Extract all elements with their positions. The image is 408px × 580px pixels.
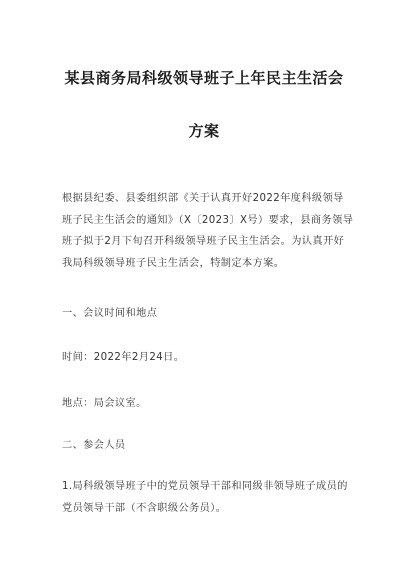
meeting-time-line: 时间：2022年2月24日。	[62, 352, 185, 363]
meeting-place-line: 地点：局会议室。	[62, 398, 147, 409]
document-title-line-2: 方案	[188, 122, 220, 140]
participants-item-1: 1.局科级领导班子中的党员领导干部和同级非领导班子成员的党员领导干部（不含职级公务员）。	[62, 481, 348, 514]
section-heading-participants: 二、参会人员	[62, 440, 126, 451]
section-heading-meeting-time-place: 一、会议时间和地点	[62, 308, 158, 319]
document-title-line-1: 某县商务局科级领导班子上年民主生活会	[64, 69, 344, 87]
intro-paragraph: 根据县纪委、县委组织部《关于认真开好2022年度科级领导班子民主生活会的通知》（X〔2023〕X号）要求，县商务领导班子拟于2月下旬召开科级领导班子民主生活会。为认真开好我局科级领导班子民主生活会，特制定本方案。	[62, 193, 354, 269]
